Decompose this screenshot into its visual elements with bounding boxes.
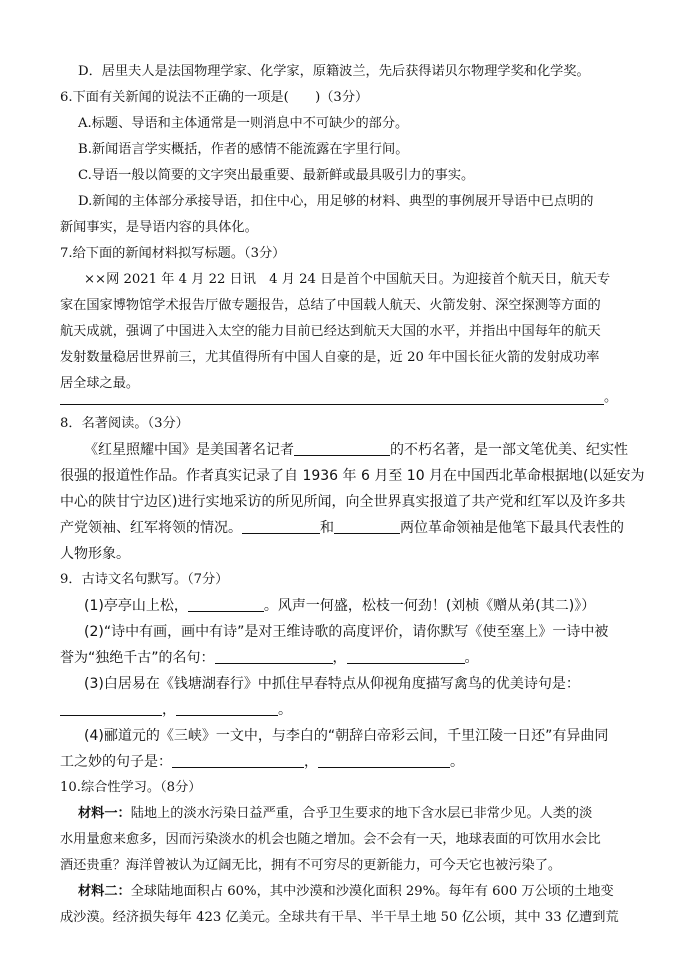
material-2-label: 材料二： bbox=[78, 884, 131, 899]
q9-item-2: (2)“诗中有画，画中有诗”是对王维诗歌的高度评价，请你默写《使至塞上》一诗中被 bbox=[84, 624, 609, 640]
q9-text-part: ， bbox=[162, 702, 176, 718]
q8-text: 很强的报道性作品。作者真实记录了自 1936 年 6 月至 10 月在中国西北革命根据地(以延安为 bbox=[60, 468, 645, 484]
q9-text-part: ， bbox=[304, 754, 318, 770]
question-6-title: 6.下面有关新闻的说法不正确的一项是( )（3分） bbox=[60, 90, 369, 105]
q9-item-3: (3)白居易在《钱塘湖春行》中抓住早春特点从仰视角度描写禽鸟的优美诗句是： bbox=[84, 676, 580, 692]
q9-text-part: (1)亭亭山上松， bbox=[84, 598, 188, 614]
q9-item-4: (4)郦道元的《三峡》一文中，与李白的“朝辞白帝彩云间，千里江陵一日还”有异曲同 bbox=[84, 728, 609, 744]
q7-answer-end: 。 bbox=[604, 390, 618, 405]
q9-blank-4b[interactable] bbox=[318, 752, 450, 768]
q9-text-part: 。 bbox=[450, 754, 464, 770]
q6-option-a: A.标题、导语和主体通常是一则消息中不可缺少的部分。 bbox=[78, 116, 409, 131]
q9-item-3-cont bbox=[60, 700, 292, 720]
material-1 bbox=[78, 804, 592, 824]
q6-option-d: D.新闻的主体部分承接导语，扣住中心，用足够的材料、典型的事例展开导语中已点明的 bbox=[78, 194, 594, 209]
q7-news-text: ××网 2021 年 4 月 22 日讯 4 月 24 日是首个中国航天日。为迎接首个航天日，航天专 bbox=[84, 272, 611, 287]
q9-blank-1[interactable] bbox=[188, 596, 264, 612]
q8-text-part: 两位革命领袖是他笔下最具代表性的 bbox=[400, 520, 624, 536]
q8-text: 人物形象。 bbox=[60, 546, 130, 562]
material-1-text: 酒还贵重？海洋曾被认为辽阔无比，拥有不可穷尽的更新能力，可今天它也被污染了。 bbox=[60, 858, 562, 873]
question-10-title: 10.综合性学习。（8分） bbox=[60, 780, 202, 795]
q9-text-part: 工之妙的句子是： bbox=[60, 754, 172, 770]
question-8-title: 8．名著阅读。（3分） bbox=[60, 416, 189, 431]
material-1-text: 水用量愈来愈多，因而污染淡水的机会也随之增加。会不会有一天，地球表面的可饮用水会比 bbox=[60, 832, 601, 847]
q9-text-part: 。风声一何盛，松枝一何劲！(刘桢《赠从弟(其二)》） bbox=[263, 598, 596, 614]
q9-blank-2a[interactable] bbox=[215, 648, 333, 664]
q9-text-part: 誉为“独绝千古”的名句： bbox=[60, 650, 215, 666]
material-2-text: 全球陆地面积占 60%，其中沙漠和沙漠化面积 29%。每年有 600 万公顷的土地变 bbox=[130, 884, 614, 899]
q9-blank-3a[interactable] bbox=[60, 700, 162, 716]
q9-text-part: 。 bbox=[278, 702, 292, 718]
q8-blank-leader-1[interactable] bbox=[242, 518, 320, 534]
q8-blank-author[interactable] bbox=[294, 440, 390, 456]
q9-text-part: 。 bbox=[464, 650, 479, 666]
q9-item-2-cont bbox=[60, 648, 479, 668]
q6-option-c: C.导语一般以简要的文字突出最重要、最新鲜或最具吸引力的事实。 bbox=[78, 168, 475, 183]
material-2-text: 成沙漠。经济损失每年 423 亿美元。全球共有干旱、半干旱土地 50 亿公顷，其中 33 亿遭到荒 bbox=[60, 910, 619, 925]
q9-item-1 bbox=[84, 596, 595, 616]
option-d-q5: D．居里夫人是法国物理学家、化学家，原籍波兰，先后获得诺贝尔物理学奖和化学奖。 bbox=[78, 64, 590, 79]
material-1-label: 材料一： bbox=[78, 806, 131, 821]
q6-option-d-cont: 新闻事实，是导语内容的具体化。 bbox=[60, 220, 258, 235]
q8-text bbox=[60, 518, 624, 538]
q9-blank-4a[interactable] bbox=[172, 752, 304, 768]
q9-blank-3b[interactable] bbox=[176, 700, 278, 716]
material-1-text: 陆地上的淡水污染日益严重，合乎卫生要求的地下含水层已非常少见。人类的淡 bbox=[130, 806, 593, 821]
q8-text-part: 的不朽名著，是一部文笔优美、纪实性 bbox=[390, 442, 628, 458]
q8-blank-leader-2[interactable] bbox=[334, 518, 400, 534]
q6-option-b: B.新闻语言学实概括，作者的感情不能流露在字里行间。 bbox=[78, 142, 409, 157]
q8-text: 中心的陕甘宁边区)进行实地采访的所见所闻，向全世界真实报道了共产党和红军以及许多共 bbox=[60, 494, 626, 510]
q8-text bbox=[84, 440, 628, 460]
question-7-title: 7.给下面的新闻材料拟写标题。（3分） bbox=[60, 246, 286, 261]
q8-text-part: 《红星照耀中国》是美国著名记者 bbox=[84, 442, 294, 458]
q8-text-part: 产党领袖、红军将领的情况。 bbox=[60, 520, 242, 536]
q9-text-part: ， bbox=[332, 650, 347, 666]
q7-news-text: 居全球之最。 bbox=[60, 376, 140, 391]
question-9-title: 9．古诗文名句默写。（7分） bbox=[60, 572, 229, 587]
q9-item-4-cont bbox=[60, 752, 464, 772]
q7-news-text: 家在国家博物馆学术报告厅做专题报告，总结了中国载人航天、火箭发射、深空探测等方面的 bbox=[60, 298, 601, 313]
q7-news-text: 发射数量稳居世界前三，尤其值得所有中国人自豪的是，近 20 年中国长征火箭的发射成功率 bbox=[60, 350, 600, 365]
q8-text-part: 和 bbox=[320, 520, 334, 536]
q9-blank-2b[interactable] bbox=[347, 648, 465, 664]
q7-answer-line[interactable] bbox=[60, 404, 604, 405]
material-2 bbox=[78, 882, 614, 902]
q7-news-text: 航天成就，强调了中国进入太空的能力目前已经达到航天大国的水平，并指出中国每年的航天 bbox=[60, 324, 601, 339]
